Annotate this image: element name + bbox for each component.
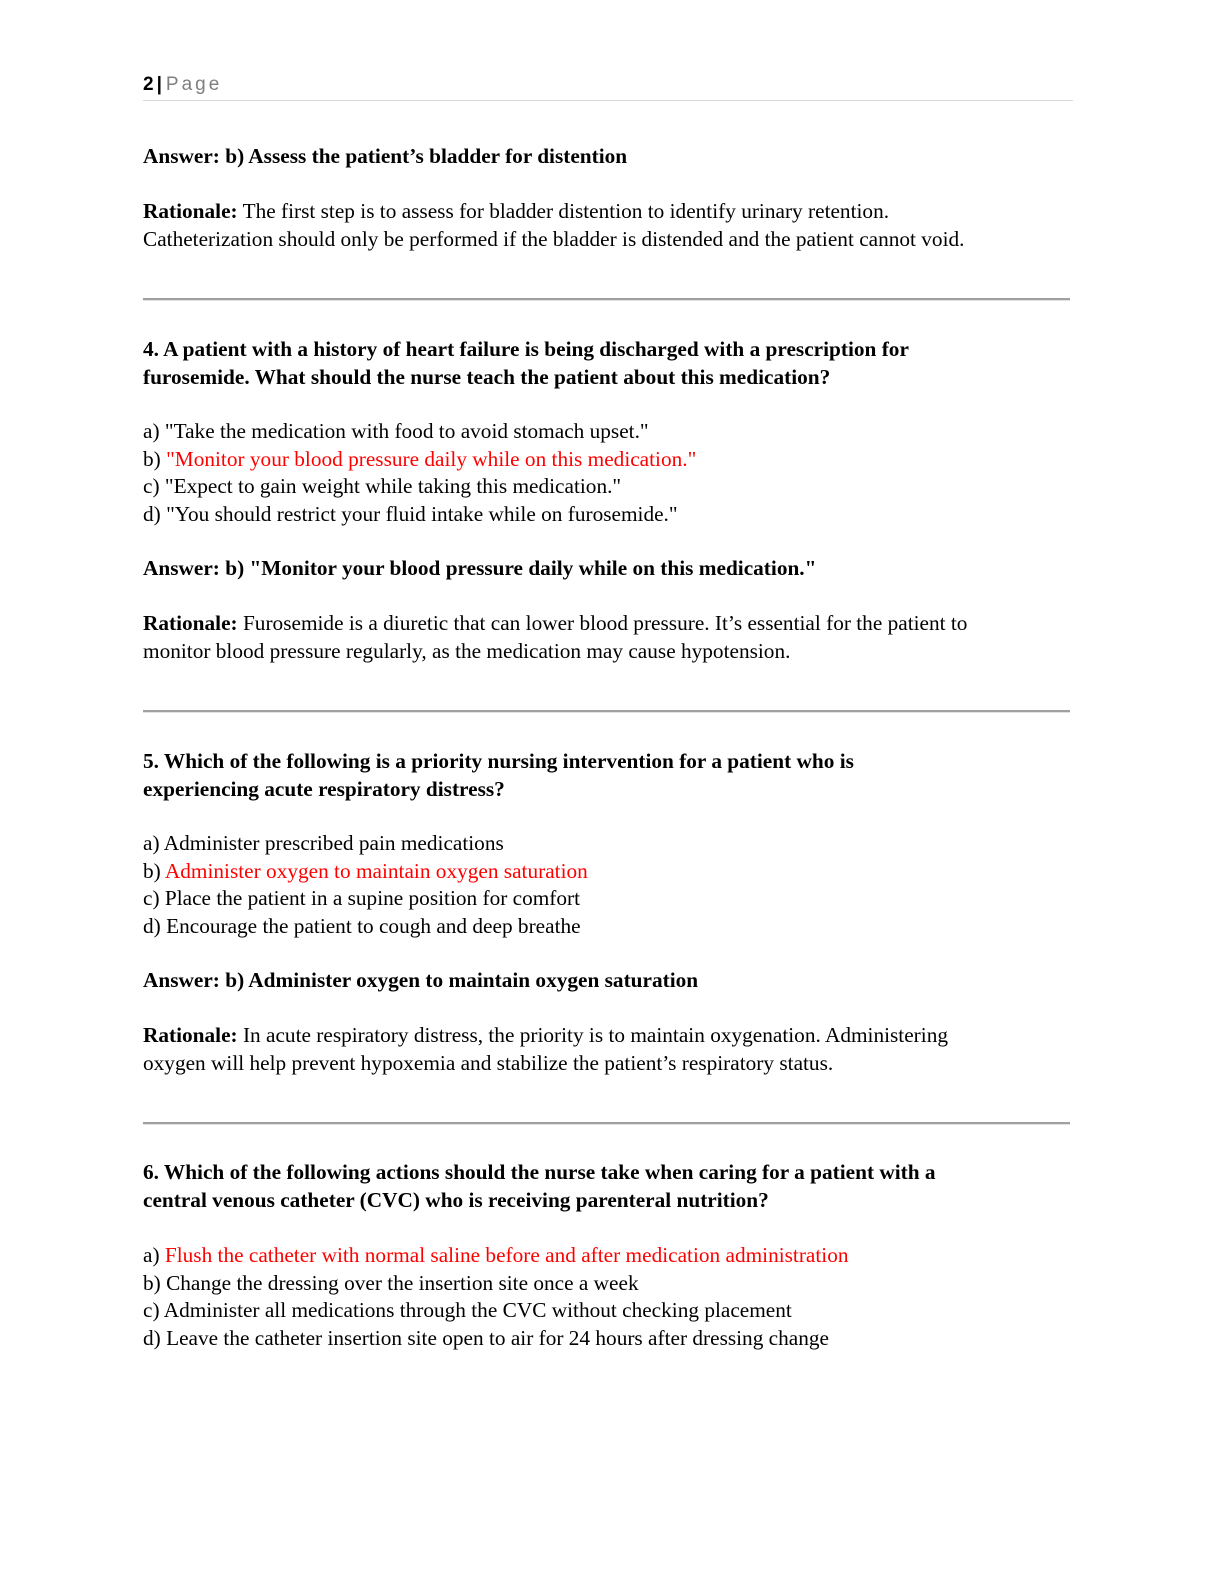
q6-question: 6. Which of the following actions should the nurse take when caring for a patient with a central venous catheter (CVC) who is receiving parenteral nutrition? (143, 1160, 936, 1212)
q5-answer: Answer: b) Administer oxygen to maintain oxygen saturation (143, 968, 699, 992)
q5-question: 5. Which of the following is a priority nursing intervention for a patient who is experiencing acute respiratory distress? (143, 749, 854, 801)
q4-option-b: b) "Monitor your blood pressure daily while on this medication." (143, 446, 697, 471)
section-divider (143, 710, 1070, 713)
q6-option-b: b) Change the dressing over the insertion site once a week (143, 1270, 639, 1295)
q5-option-a: a) Administer prescribed pain medications (143, 831, 504, 855)
q5-option-d: d) Encourage the patient to cough and deep breathe (143, 913, 581, 938)
q3-answer: Answer: b) Assess the patient’s bladder for distention (143, 144, 628, 168)
q4-options (143, 418, 1073, 528)
q4-rationale: Rationale: Furosemide is a diuretic that can lower blood pressure. It’s essential for the patient to monitor blood pressure regularly, as the medication may cause hypotension. (143, 611, 968, 663)
page-number: 2 (143, 74, 154, 95)
q4-question: 4. A patient with a history of heart failure is being discharged with a prescription for furosemide. What should the nurse teach the patient about this medication? (143, 337, 909, 389)
q3-rationale: Rationale: The first step is to assess for bladder distention to identify urinary retention. Catheterization should only be performed if the bladder is distended and the patient cannot void. (143, 199, 965, 251)
page-word: Page (165, 74, 223, 95)
rationale-label: Rationale: (143, 611, 238, 635)
section-divider (143, 1122, 1070, 1125)
section-divider (143, 298, 1070, 301)
q5-option-c: c) Place the patient in a supine position for comfort (143, 886, 581, 910)
rationale-label: Rationale: (143, 199, 238, 223)
q6-options (143, 1242, 1073, 1352)
rationale-label: Rationale: (143, 1023, 238, 1047)
q4-answer: Answer: b) "Monitor your blood pressure daily while on this medication." (143, 556, 817, 580)
page-separator: | (156, 74, 162, 95)
q5-option-b: b) Administer oxygen to maintain oxygen saturation (143, 858, 588, 883)
q4-option-a: a) "Take the medication with food to avoid stomach upset." (143, 419, 649, 443)
q4-option-d: d) "You should restrict your fluid intake while on furosemide." (143, 501, 678, 526)
q5-rationale: Rationale: In acute respiratory distress, the priority is to maintain oxygenation. Administering oxygen will help prevent hypoxemia and stabilize the patient’s respiratory status. (143, 1023, 948, 1075)
q6-option-a: a) Flush the catheter with normal saline before and after medication administration (143, 1243, 849, 1267)
q5-options (143, 830, 1073, 940)
q6-option-c: c) Administer all medications through the CVC without checking placement (143, 1298, 792, 1322)
q6-option-d: d) Leave the catheter insertion site open to air for 24 hours after dressing change (143, 1325, 829, 1350)
page-header (143, 72, 1073, 101)
q4-option-c: c) "Expect to gain weight while taking this medication." (143, 474, 622, 498)
